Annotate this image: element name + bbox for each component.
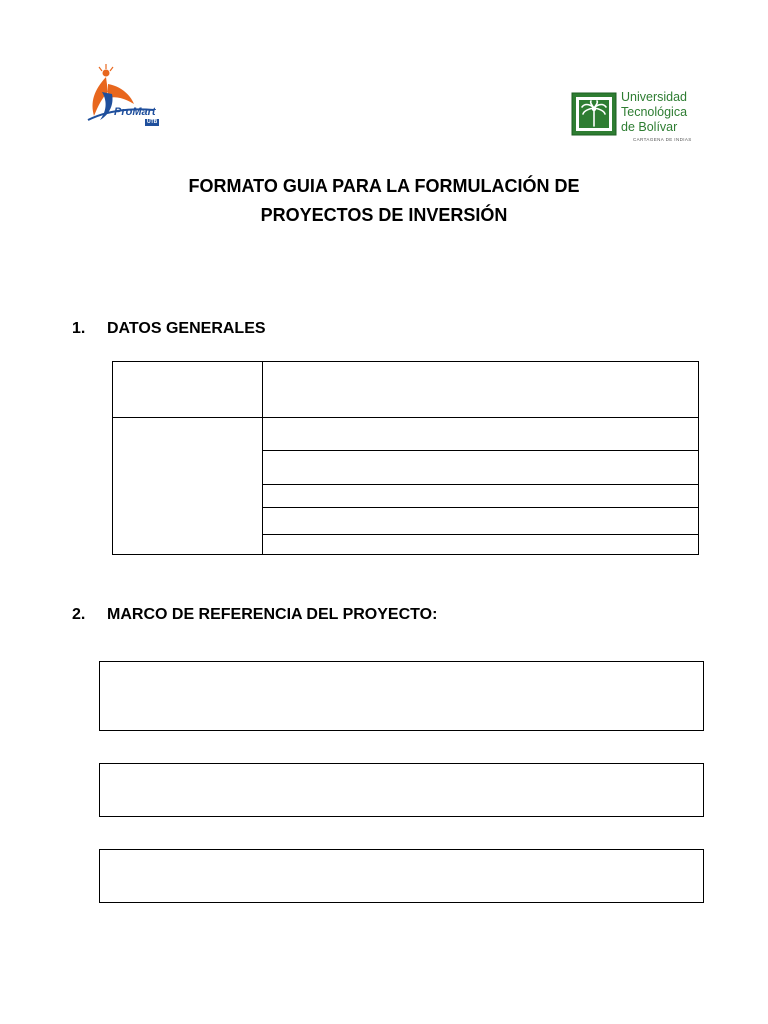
reference-text-box[interactable] — [99, 849, 704, 903]
palm-tree-icon — [571, 92, 617, 136]
table-value-cell[interactable] — [263, 362, 699, 418]
title-line-2: PROYECTOS DE INVERSIÓN — [260, 205, 508, 225]
utb-line: de Bolívar — [621, 120, 678, 134]
datos-generales-table — [112, 361, 699, 555]
section-heading-datos-generales — [72, 320, 266, 338]
section-title: MARCO DE REFERENCIA DEL PROYECTO: — [107, 606, 438, 623]
promart-sub-badge: UTB — [147, 119, 158, 125]
section-number: 1. — [72, 320, 86, 337]
document-title — [84, 172, 684, 230]
promart-logo — [84, 62, 168, 132]
promart-wordmark: ProMart — [114, 106, 156, 118]
table-value-cell[interactable] — [263, 508, 699, 535]
table-row — [113, 362, 699, 418]
utb-line: Universidad — [621, 90, 688, 104]
reference-text-box[interactable] — [99, 661, 704, 731]
table-value-cell[interactable] — [263, 451, 699, 485]
table-label-cell[interactable] — [113, 362, 263, 418]
section-number: 2. — [72, 606, 86, 623]
table-row — [113, 418, 699, 451]
table-value-cell[interactable] — [263, 418, 699, 451]
utb-line: Tecnológica — [621, 105, 688, 119]
title-line-1: FORMATO GUIA PARA LA FORMULACIÓN DE — [188, 176, 580, 196]
utb-wordmark — [621, 90, 687, 135]
utb-logo — [571, 88, 691, 146]
utb-tagline: CARTAGENA DE INDIAS — [633, 137, 692, 142]
table-value-cell[interactable] — [263, 535, 699, 555]
table-label-cell[interactable] — [113, 418, 263, 555]
table-value-cell[interactable] — [263, 485, 699, 508]
section-title: DATOS GENERALES — [107, 320, 266, 337]
section-heading-marco-referencia — [72, 606, 437, 624]
reference-text-box[interactable] — [99, 763, 704, 817]
